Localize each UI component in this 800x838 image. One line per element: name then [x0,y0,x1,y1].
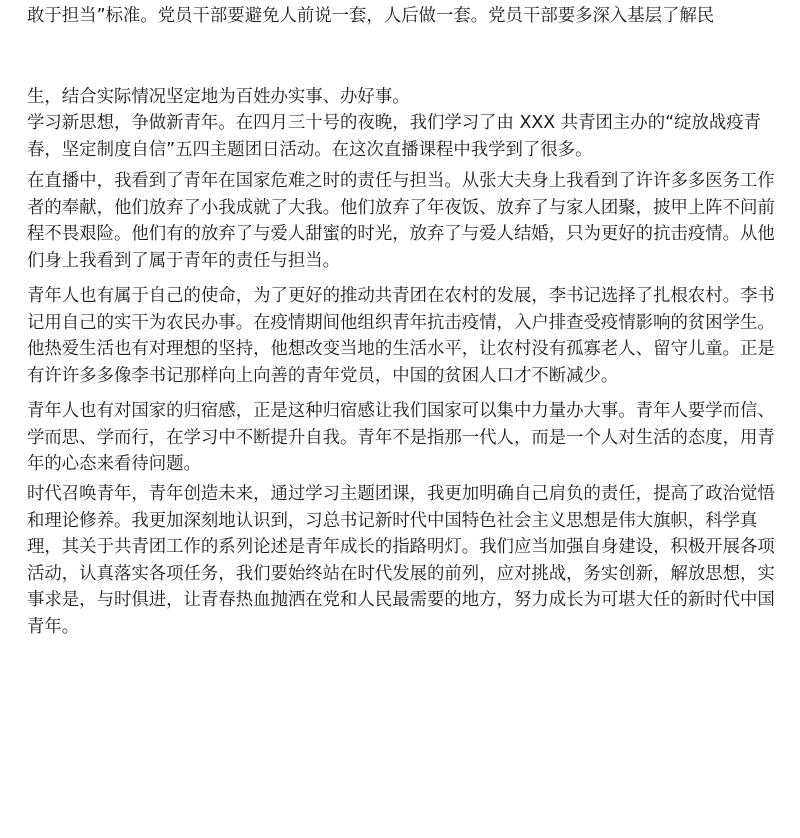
paragraph-national-belonging: 青年人也有对国家的归宿感，正是这种归宿感让我们国家可以集中力量办大事。青年人要学而信、学而思、学而行，在学习中不断提升自我。青年不是指那一代人，而是一个人对生活的态度，用青年的心态来看待问题。 [27,401,775,474]
paragraph-carryover: 敢于担当”标准。党员干部要避免人前说一套，人后做一套。党员干部要多深入基层了解民 [27,6,715,26]
paragraph-youth-mission: 青年人也有属于自己的使命，为了更好的推动共青团在农村的发展，李书记选择了扎根农村。李书记用自己的实干为农民办事。在疫情期间他组织青年抗击疫情，入户排查受疫情影响的贫困学生。他热爱生活也有对理想的坚持，他想改变当地的生活水平，让农村没有孤寡老人、留守儿童。正是有许许多多像李书记那样向上向善的青年党员，中国的贫困人口才不断减少。 [27,286,775,386]
paragraph-carryover-end: 生，结合实际情况坚定地为百姓办实事、办好事。 [27,87,410,107]
paragraph-study-new-thought: 学习新思想，争做新青年。在四月三十号的夜晚，我们学习了由 XXX 共青团主办的“绽放战疫青春，坚定制度自信”五四主题团日活动。在这次直播课程中我学到了很多。 [27,113,762,160]
paragraph-livestream-responsibility: 在直播中，我看到了青年在国家危难之时的责任与担当。从张大夫身上我看到了许许多多医务工作者的奉献，他们放弃了小我成就了大我。他们放弃了年夜饭、放弃了与家人团聚，披甲上阵不问前程不畏艰险。他们有的放弃了与爱人甜蜜的时光，放弃了与爱人结婚，只为更好的抗击疫情。从他们身上我看到了属于青年的责任与担当。 [27,171,775,271]
paragraph-era-calls-youth: 时代召唤青年，青年创造未来，通过学习主题团课，我更加明确自己肩负的责任，提高了政治觉悟和理论修养。我更加深刻地认识到，习总书记新时代中国特色社会主义思想是伟大旗帜，科学真理，其关于共青团工作的系列论述是青年成长的指路明灯。我们应当加强自身建设，积极开展各项活动，认真落实各项任务，我们要始终站在时代发展的前列，应对挑战，务实创新，解放思想，实事求是，与时俱进，让青春热血抛洒在党和人民最需要的地方，努力成长为可堪大任的新时代中国青年。 [27,484,775,637]
